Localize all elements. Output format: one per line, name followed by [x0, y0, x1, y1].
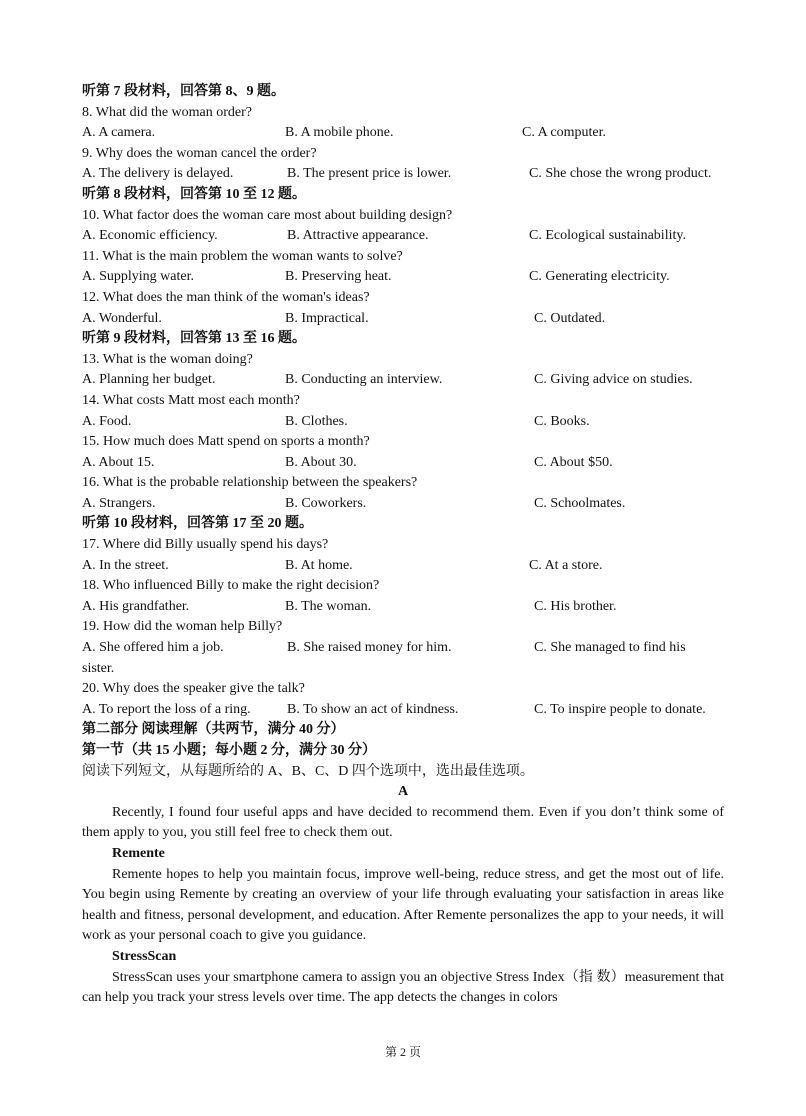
option-b: B. Coworkers.: [285, 495, 367, 511]
option-a: A. Planning her budget.: [82, 372, 216, 388]
option-c-continuation: sister.: [82, 660, 115, 676]
options-8: [82, 123, 724, 144]
section-header-9: 听第 9 段材料，回答第 13 至 16 题。: [82, 331, 306, 347]
option-b: B. Impractical.: [285, 310, 369, 326]
question-18: 18. Who influenced Billy to make the right decision?: [82, 578, 380, 594]
option-c: C. Generating electricity.: [529, 269, 670, 285]
options-14: [82, 412, 724, 433]
option-b: B. The present price is lower.: [287, 166, 452, 182]
option-a: A. A camera.: [82, 125, 156, 141]
option-c: C. His brother.: [534, 598, 617, 614]
option-b: B. To show an act of kindness.: [287, 701, 459, 717]
option-a: A. The delivery is delayed.: [82, 166, 234, 182]
section-header-7: 听第 7 段材料，回答第 8、9 题。: [82, 84, 285, 99]
option-a: A. In the street.: [82, 557, 169, 573]
options-17: [82, 556, 724, 577]
option-a: A. Food.: [82, 413, 132, 429]
option-b: B. About 30.: [285, 454, 357, 470]
option-b: B. Attractive appearance.: [287, 228, 429, 244]
options-15: [82, 453, 724, 474]
option-b: B. The woman.: [285, 598, 372, 614]
options-10: [82, 226, 724, 247]
options-18: [82, 597, 724, 618]
option-c: C. She managed to find his: [534, 640, 686, 656]
option-c: C. Giving advice on studies.: [534, 372, 693, 388]
question-9: 9. Why does the woman cancel the order?: [82, 145, 317, 161]
app-heading-remente: Remente: [112, 845, 165, 861]
option-b: B. At home.: [285, 557, 353, 573]
option-a: A. Wonderful.: [82, 310, 162, 326]
option-c: C. Ecological sustainability.: [529, 228, 686, 244]
question-15: 15. How much does Matt spend on sports a month?: [82, 434, 370, 450]
option-c: C. She chose the wrong product.: [529, 166, 712, 182]
app-heading-stressscan: StressScan: [112, 948, 177, 964]
option-c: C. Books.: [534, 413, 590, 429]
options-13: [82, 370, 724, 391]
section-header-10: 听第 10 段材料，回答第 17 至 20 题。: [82, 516, 313, 532]
section-one-heading: 第一节（共 15 小题；每小题 2 分，满分 30 分）: [82, 743, 376, 758]
question-19: 19. How did the woman help Billy?: [82, 619, 283, 635]
option-a: A. Supplying water.: [82, 269, 194, 285]
question-14: 14. What costs Matt most each month?: [82, 392, 300, 408]
option-c: C. A computer.: [522, 125, 606, 141]
question-10: 10. What factor does the woman care most about building design?: [82, 207, 453, 223]
option-b: B. Clothes.: [285, 413, 348, 429]
option-a: A. To report the loss of a ring.: [82, 701, 251, 717]
options-12: [82, 309, 724, 330]
option-b: B. Preserving heat.: [285, 269, 392, 285]
option-a: A. She offered him a job.: [82, 640, 224, 656]
question-8: 8. What did the woman order?: [82, 104, 253, 120]
question-12: 12. What does the man think of the woman's ideas?: [82, 289, 370, 305]
option-c: C. Schoolmates.: [534, 495, 626, 511]
option-c: C. At a store.: [529, 557, 603, 573]
part-two-heading: 第二部分 阅读理解（共两节，满分 40 分）: [82, 722, 345, 738]
question-11: 11. What is the main problem the woman wants to solve?: [82, 248, 403, 264]
stressscan-paragraph: StressScan uses your smartphone camera to assign you an objective Stress Index（指 数）measurement that can help you track your stress levels over time. The app detects the changes in colors: [82, 969, 724, 1006]
options-11: [82, 267, 724, 288]
option-c: C. About $50.: [534, 454, 613, 470]
exam-page: [82, 82, 724, 1009]
options-9: [82, 164, 724, 185]
remente-paragraph: Remente hopes to help you maintain focus, improve well-being, reduce stress, and get the most out of life. You begin using Remente by creating an overview of your life through evaluating your satisfaction in areas like health and fitness, personal development, and education. After Remente personalizes the app to your needs, it will work as your personal coach to give you guidance.: [82, 866, 724, 944]
question-13: 13. What is the woman doing?: [82, 351, 253, 367]
section-header-8: 听第 8 段材料，回答第 10 至 12 题。: [82, 186, 306, 202]
options-19: [82, 638, 724, 659]
option-a: A. Strangers.: [82, 495, 156, 511]
page-number: 第 2 页: [384, 1045, 421, 1059]
passage-intro: Recently, I found four useful apps and have decided to recommend them. Even if you don’t think some of them apply to you, you still feel free to check them out.: [82, 804, 724, 841]
option-c: C. Outdated.: [534, 310, 606, 326]
option-c: C. To inspire people to donate.: [534, 701, 706, 717]
passage-letter: A: [397, 784, 409, 800]
question-20: 20. Why does the speaker give the talk?: [82, 681, 305, 697]
option-a: A. His grandfather.: [82, 598, 190, 614]
options-20: [82, 700, 724, 721]
reading-instructions: 阅读下列短文，从每题所给的 A、B、C、D 四个选项中，选出最佳选项。: [82, 763, 534, 779]
option-b: B. A mobile phone.: [285, 125, 394, 141]
options-16: [82, 494, 724, 515]
option-b: B. She raised money for him.: [287, 640, 452, 656]
question-16: 16. What is the probable relationship between the speakers?: [82, 475, 418, 491]
question-17: 17. Where did Billy usually spend his days?: [82, 537, 329, 553]
option-a: A. Economic efficiency.: [82, 228, 218, 244]
option-a: A. About 15.: [82, 454, 155, 470]
option-b: B. Conducting an interview.: [285, 372, 443, 388]
